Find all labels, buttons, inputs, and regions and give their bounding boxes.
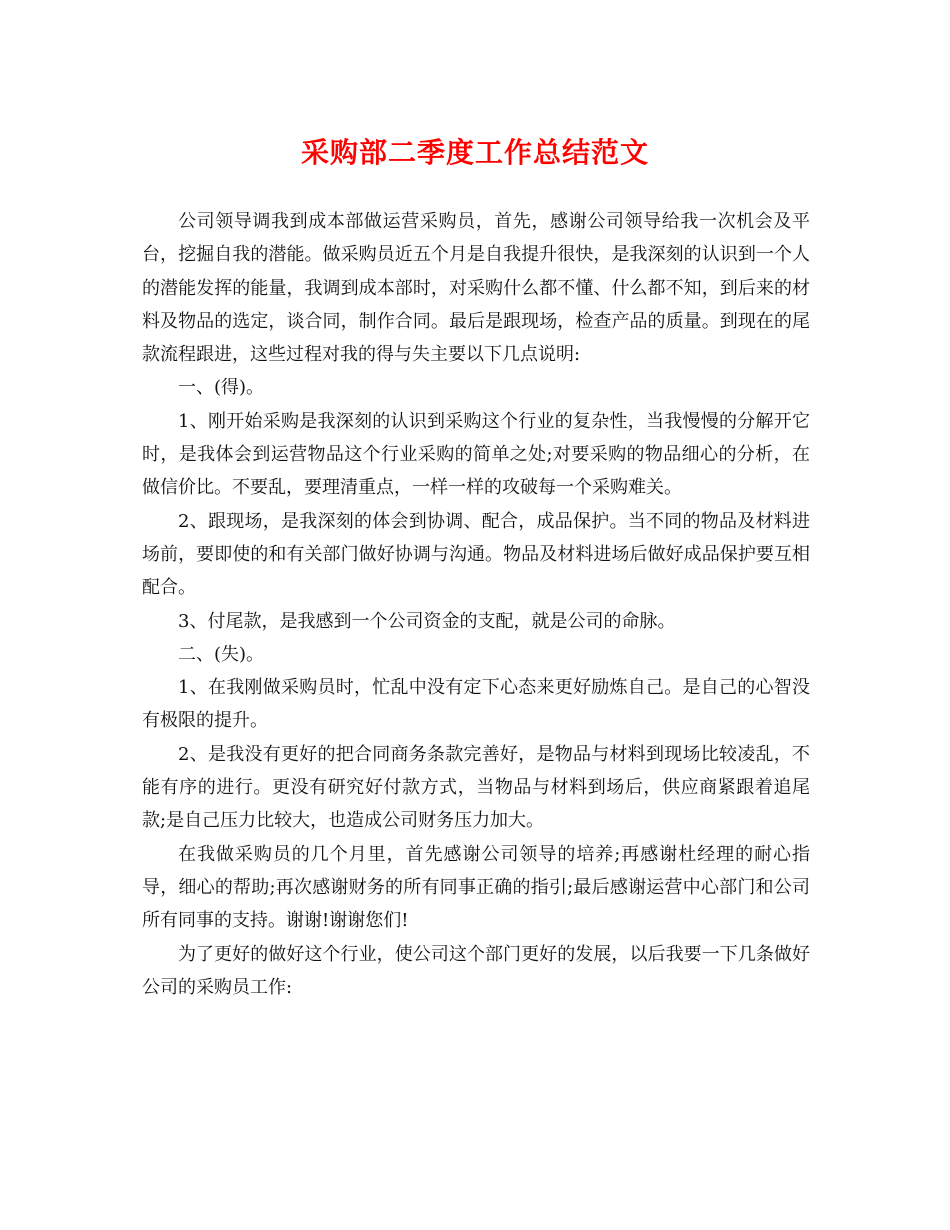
document-title: 采购部二季度工作总结范文	[300, 136, 649, 169]
paragraph-gain-3: 3、付尾款，是我感到一个公司资金的支配，就是公司的命脉。	[178, 610, 676, 632]
paragraph-loss-2: 2、是我没有更好的把合同商务条款完善好，是物品与材料到现场比较凌乱，不能有序的进行。更没有研究好付款方式，当物品与材料到场后，供应商紧跟着追尾款;是自己压力比较大，也造成公司财务压力加大。	[142, 743, 810, 832]
paragraph-loss-1: 1、在我刚做采购员时，忙乱中没有定下心态来更好励炼自己。是自己的心智没有极限的提升。	[142, 677, 810, 732]
document-body	[142, 205, 810, 1004]
paragraph-thanks: 在我做采购员的几个月里，首先感谢公司领导的培养;再感谢杜经理的耐心指导，细心的帮助;再次感谢财务的所有同事正确的指引;最后感谢运营中心部门和公司所有同事的支持。谢谢!谢谢您们!	[142, 843, 810, 932]
section-heading-losses: 二、(失)。	[178, 643, 265, 665]
paragraph-gain-1: 1、刚开始采购是我深刻的认识到采购这个行业的复杂性，当我慢慢的分解开它时，是我体会到运营物品这个行业采购的简单之处;对要采购的物品细心的分析，在做信价比。不要乱，要理清重点，一样一样的攻破每一个采购难关。	[142, 410, 810, 499]
paragraph-gain-2: 2、跟现场，是我深刻的体会到协调、配合，成品保护。当不同的物品及材料进场前，要即使的和有关部门做好协调与沟通。物品及材料进场后做好成品保护要互相配合。	[142, 510, 810, 599]
paragraph-intro: 公司领导调我到成本部做运营采购员，首先，感谢公司领导给我一次机会及平台，挖掘自我的潜能。做采购员近五个月是自我提升很快，是我深刻的认识到一个人的潜能发挥的能量，我调到成本部时，对采购什么都不懂、什么都不知，到后来的材料及物品的选定，谈合同，制作合同。最后是跟现场，检查产品的质量。到现在的尾款流程跟进，这些过程对我的得与失主要以下几点说明:	[142, 211, 810, 366]
paragraph-closing: 为了更好的做好这个行业，使公司这个部门更好的发展，以后我要一下几条做好公司的采购员工作:	[142, 943, 810, 998]
section-heading-gains: 一、(得)。	[178, 377, 265, 399]
